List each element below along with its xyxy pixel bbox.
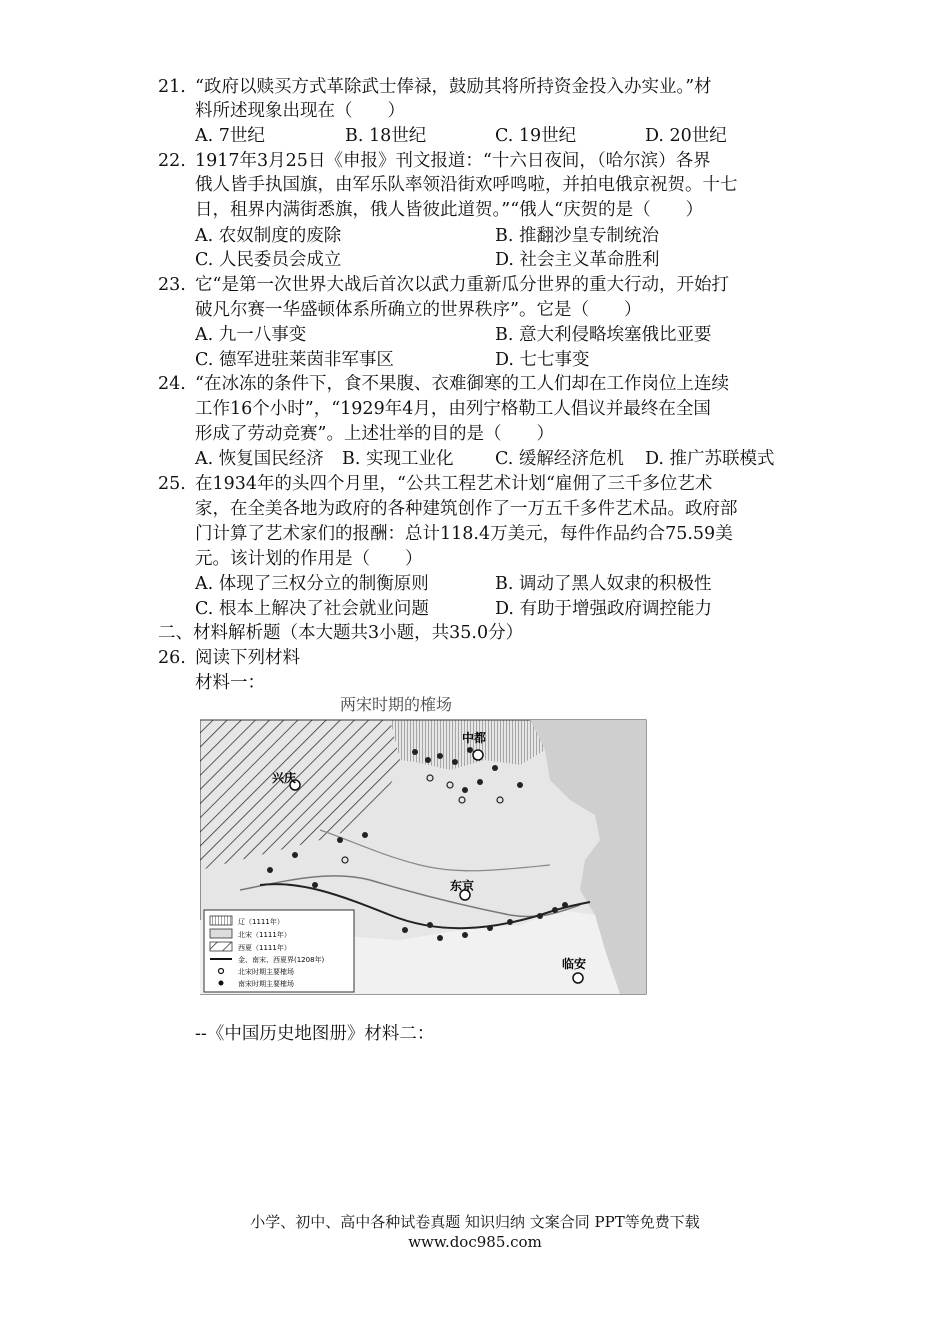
- question-text: 工作16个小时”，“1929年4月，由列宁格勒工人倡议并最终在全国: [195, 399, 711, 419]
- question-text: 形成了劳动竞赛”。上述壮举的目的是（ ）: [195, 424, 554, 444]
- legend-item: 西夏（1111年）: [238, 944, 291, 952]
- footer-text: 小学、初中、高中各种试卷真题 知识归纳 文案合同 PPT等免费下载: [250, 1213, 700, 1231]
- option-a: A. 农奴制度的废除: [195, 226, 342, 246]
- option-a: A. 7世纪: [195, 126, 265, 146]
- question-number: 23.: [158, 275, 186, 295]
- legend-item: 辽（1111年）: [238, 918, 284, 926]
- question-text: 在1934年的头四个月里，“公共工程艺术计划“雇佣了三千多位艺术: [195, 474, 713, 494]
- question-text: 俄人皆手执国旗，由军乐队率领沿街欢呼鸣啦，并拍电俄京祝贺。十七: [195, 175, 738, 195]
- option-b: B. 意大利侵略埃塞俄比亚要: [495, 325, 712, 345]
- historical-map: [200, 690, 648, 996]
- material-label: 材料一：: [195, 673, 265, 693]
- question-text: 料所述现象出现在（ ）: [195, 101, 405, 121]
- legend-item: 北宋（1111年）: [238, 931, 291, 939]
- question-number: 25.: [158, 474, 186, 494]
- question-text: “在冰冻的条件下，食不果腹、衣难御寒的工人们却在工作岗位上连续: [195, 374, 729, 394]
- option-d: D. 20世纪: [645, 126, 727, 146]
- map-title: 两宋时期的榷场: [340, 695, 453, 714]
- map-label-xingqing: 兴庆: [272, 771, 297, 785]
- option-b: B. 推翻沙皇专制统治: [495, 226, 659, 246]
- option-b: B. 调动了黑人奴隶的积极性: [495, 574, 712, 594]
- option-d: D. 有助于增强政府调控能力: [495, 599, 713, 619]
- question-text: 元。该计划的作用是（ ）: [195, 549, 423, 569]
- question-number: 22.: [158, 151, 186, 171]
- footer-url[interactable]: www.doc985.com: [408, 1233, 542, 1251]
- material-source: --《中国历史地图册》材料二：: [195, 1024, 435, 1044]
- option-c: C. 人民委员会成立: [195, 250, 342, 270]
- option-a: A. 恢复国民经济: [195, 449, 324, 469]
- option-d: D. 七七事变: [495, 350, 590, 370]
- question-text: 家，在全美各地为政府的各种建筑创作了一万五千多件艺术品。政府部: [195, 499, 738, 519]
- legend-item: 金、南宋、西夏界(1208年): [238, 956, 325, 964]
- option-c: C. 根本上解决了社会就业问题: [195, 599, 429, 619]
- legend-item: 北宋时期主要榷场: [238, 968, 294, 976]
- question-text: 日，租界内满街悉旗，俄人皆彼此道贺。”“俄人“庆贺的是（ ）: [195, 200, 704, 220]
- option-d: D. 推广苏联模式: [645, 449, 775, 469]
- question-text: 门计算了艺术家们的报酬：总计118.4万美元，每件作品约合75.59美: [195, 524, 733, 544]
- question-number: 26.: [158, 648, 186, 668]
- option-a: A. 体现了三权分立的制衡原则: [195, 574, 429, 594]
- option-d: D. 社会主义革命胜利: [495, 250, 660, 270]
- section-heading: 二、材料解析题（本大题共3小题，共35.0分）: [158, 623, 524, 643]
- option-b: B. 实现工业化: [342, 449, 454, 469]
- question-text: 1917年3月25日《申报》刊文报道：“十六日夜间，（哈尔滨）各界: [195, 151, 711, 171]
- map-label-linan: 临安: [562, 957, 587, 971]
- question-text: 破凡尔赛一华盛顿体系所确立的世界秩序”。它是（ ）: [195, 300, 642, 320]
- option-a: A. 九一八事变: [195, 325, 307, 345]
- option-b: B. 18世纪: [345, 126, 427, 146]
- option-c: C. 19世纪: [495, 126, 577, 146]
- option-c: C. 德军进驻莱茵非军事区: [195, 350, 394, 370]
- map-label-zhongdu: 中都: [462, 731, 487, 745]
- legend-item: 南宋时期主要榷场: [238, 980, 294, 988]
- question-text: 它“是第一次世界大战后首次以武力重新瓜分世界的重大行动，开始打: [195, 275, 729, 295]
- question-text: “政府以赎买方式革除武士俸禄，鼓励其将所持资金投入办实业。”材: [195, 77, 712, 97]
- option-c: C. 缓解经济危机: [495, 449, 624, 469]
- question-number: 21.: [158, 77, 186, 97]
- question-number: 24.: [158, 374, 186, 394]
- map-label-dongjing: 东京: [450, 879, 475, 893]
- question-text: 阅读下列材料: [195, 648, 300, 668]
